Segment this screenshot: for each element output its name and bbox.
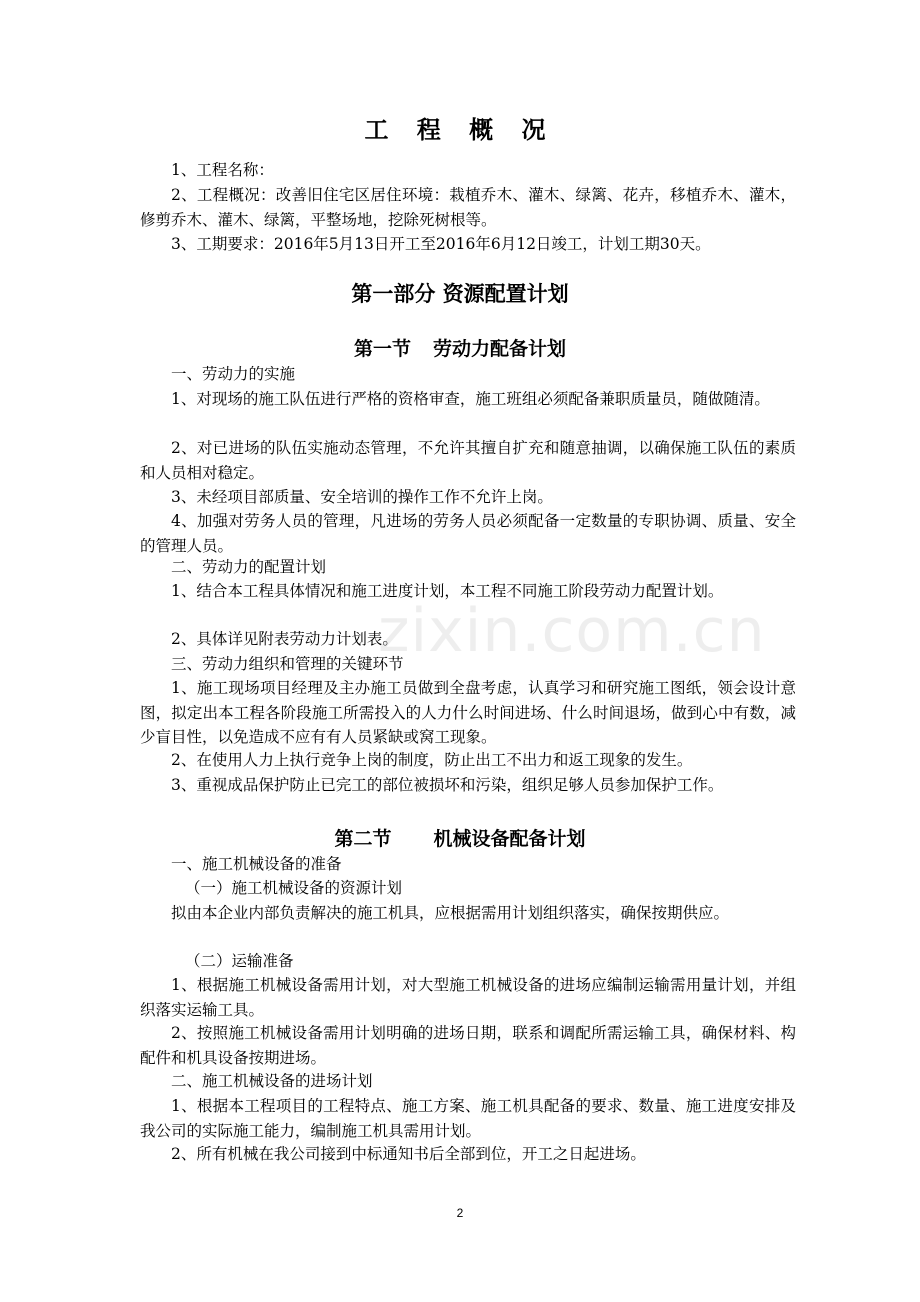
s1-para-7: 1、结合本工程具体情况和施工进度计划，本工程不同施工阶段劳动力配置计划。 — [171, 582, 724, 600]
s1-para-5: 4、加强对劳务人员的管理，凡进场的劳务人员必须配备一定数量的专职协调、质量、安全的管理人员。 — [140, 512, 796, 555]
s2-para-3: 拟由本企业内部负责解决的施工机具，应根据需用计划组织落实，确保按期供应。 — [171, 904, 730, 922]
s2-para-9: 2、所有机械在我公司接到中标通知书后全部到位，开工之日起进场。 — [171, 1145, 646, 1163]
section2-name: 机械设备配备计划 — [433, 828, 586, 850]
s1-para-10: 1、施工现场项目经理及主办施工员做到全盘考虑，认真学习和研究施工图纸，领会设计意图，拟定出本工程各阶段施工所需投入的人力什么时间进场、什么时间退场，做到心中有数，减少盲目性，以免造成不应有有人员紧缺或窝工现象。 — [140, 679, 796, 746]
overview-item-3: 3、工期要求：2016年5月13日开工至2016年6月12日竣工，计划工期30天。 — [171, 235, 711, 253]
overview-item-1: 1、工程名称： — [171, 161, 274, 179]
section2-heading — [0, 824, 920, 851]
section1-name: 劳动力配备计划 — [433, 338, 567, 360]
s1-para-11: 2、在使用人力上执行竞争上岗的制度，防止出工不出力和返工现象的发生。 — [171, 751, 693, 769]
s1-para-9: 三、劳动力组织和管理的关键环节 — [171, 655, 404, 673]
s2-para-5: 1、根据施工机械设备需用计划，对大型施工机械设备的进场应编制运输需用量计划，并组织落实运输工具。 — [140, 976, 796, 1019]
s1-para-2: 1、对现场的施工队伍进行严格的资格审查，施工班组必须配备兼职质量员，随做随清。 — [171, 390, 770, 408]
s2-para-6: 2、按照施工机械设备需用计划明确的进场日期，联系和调配所需运输工具，确保材料、构配件和机具设备按期进场。 — [140, 1024, 796, 1067]
overview-item-2: 2、工程概况：改善旧住宅区居住环境：栽植乔木、灌木、绿篱、花卉，移植乔木、灌木，修剪乔木、灌木、绿篱，平整场地，挖除死树根等。 — [140, 186, 796, 229]
section1-label: 第一节 — [353, 338, 411, 360]
page-number: 2 — [456, 1206, 464, 1220]
s1-para-4: 3、未经项目部质量、安全培训的操作工作不允许上岗。 — [171, 488, 553, 506]
s1-para-8: 2、具体详见附表劳动力计划表。 — [171, 630, 398, 648]
part1-title: 第一部分 资源配置计划 — [351, 282, 569, 306]
doc-title: 工 程 概 况 — [364, 116, 556, 144]
section1-heading — [0, 334, 920, 361]
s1-para-1: 一、劳动力的实施 — [171, 365, 296, 383]
s1-para-3: 2、对已进场的队伍实施动态管理，不允许其擅自扩充和随意抽调，以确保施工队伍的素质和人员相对稳定。 — [140, 439, 796, 482]
s2-para-7: 二、施工机械设备的进场计划 — [171, 1072, 373, 1090]
s2-para-1: 一、施工机械设备的准备 — [171, 855, 342, 873]
s1-para-12: 3、重视成品保护防止已完工的部位被损坏和污染，组织足够人员参加保护工作。 — [171, 776, 724, 794]
s2-para-4: （二）运输准备 — [185, 952, 294, 970]
s2-para-8: 1、根据本工程项目的工程特点、施工方案、施工机具配备的要求、数量、施工进度安排及我公司的实际施工能力，编制施工机具需用计划。 — [140, 1097, 796, 1140]
watermark: zixin.com.cn — [378, 596, 766, 666]
section2-label: 第二节 — [334, 828, 392, 850]
s2-para-2: （一）施工机械设备的资源计划 — [185, 879, 403, 897]
s1-para-6: 二、劳动力的配置计划 — [171, 558, 327, 576]
